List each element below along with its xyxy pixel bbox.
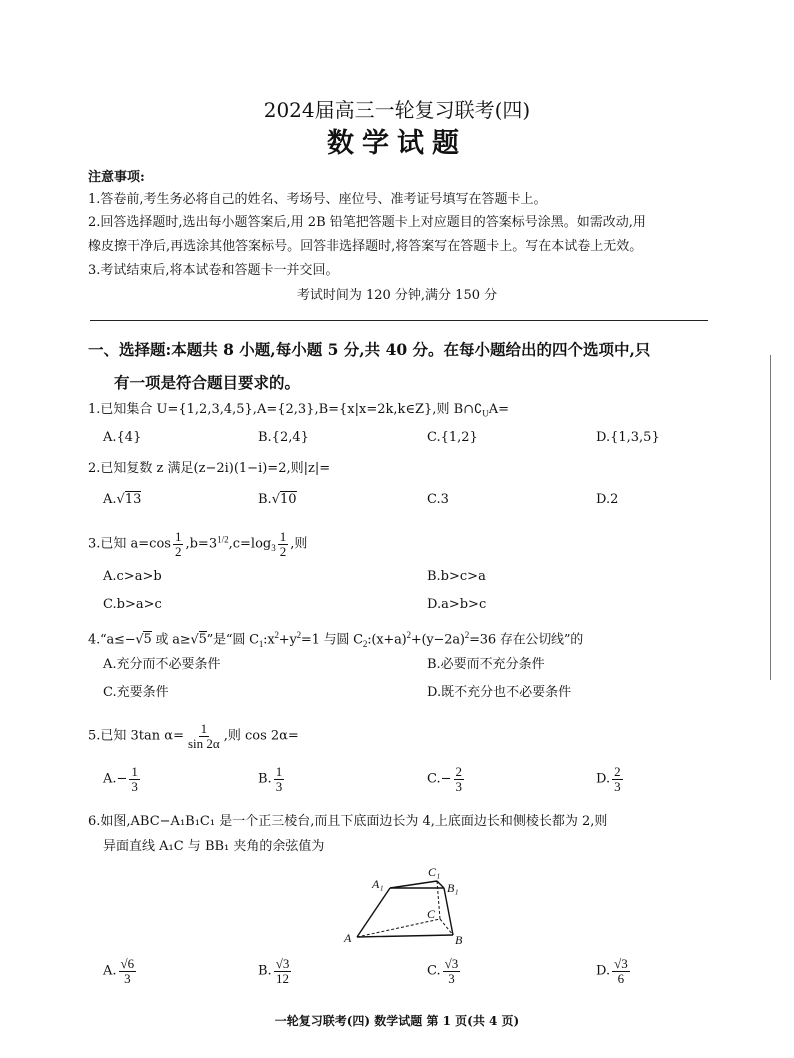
question-4: 4.“a≤−√5 或 a≥√5”是“圆 $C_1:x^2+y^2=1$ 与圆 $C_2:(x+a)^2+(y-2a)^2=36$ 存在公切线”的 [88, 630, 584, 649]
numerator: √3 [614, 956, 628, 971]
option-label: A. [103, 963, 117, 979]
q4-text: ”是“圆 C [206, 632, 259, 648]
question-6: 6.如图,ABC−A₁B₁C₁ 是一个正三棱台,而且下底面边长为 4,上底面边长和侧棱长都为 2,则 [88, 814, 608, 829]
denominator: 2 [279, 543, 287, 559]
denominator: 3 [131, 778, 138, 794]
q3-option-d: D.a>b>c [427, 597, 487, 612]
q4-sub: 1 [258, 638, 264, 649]
denominator: 3 [614, 778, 621, 794]
q4-text: 或 a≥ [151, 632, 191, 648]
fraction [186, 722, 222, 750]
q3-p3: ,c=log [228, 536, 272, 552]
numerator: 2 [614, 764, 621, 779]
q1-stem: 1.已知集合 U={1,2,3,4,5},A={2,3},B={x|x=2k,k∈Z},则 B∩∁ [88, 402, 483, 417]
q1-option-c: C.{1,2} [427, 430, 478, 445]
q4-text: :x [263, 632, 275, 648]
numerator: 1 [131, 764, 138, 779]
q4-option-b: B.必要而不充分条件 [427, 657, 545, 672]
q4-sup: 2 [274, 630, 279, 640]
q2-option-b: B.√10 [258, 492, 297, 507]
q4-text: +y [278, 632, 297, 648]
fraction [173, 530, 184, 558]
q4-radicand: 5 [143, 632, 152, 648]
option-label: D. [596, 771, 611, 787]
numerator: 1 [275, 764, 283, 779]
radicand: 3 [282, 956, 290, 971]
q4-sup: 2 [296, 630, 301, 640]
q6-option-d [596, 957, 632, 985]
vertex-label-a: A [344, 931, 352, 945]
fraction [278, 530, 289, 558]
q2-option-c: C.3 [427, 492, 449, 507]
q3-option-c: C.b>a>c [103, 597, 162, 612]
fraction [612, 765, 623, 793]
q4-text: 4.“a≤− [88, 632, 136, 648]
exam-time: 考试时间为 120 分钟,满分 150 分 [296, 288, 498, 303]
q5-option-d [596, 765, 625, 793]
vertex-label-a1: A₁ [372, 877, 384, 891]
vertex-label-c1: C₁ [428, 865, 441, 879]
radicand: 3 [451, 956, 459, 971]
q1-option-b: B.{2,4} [258, 430, 309, 445]
denominator: 3 [448, 970, 455, 986]
radicand: 6 [127, 956, 135, 971]
q2-a-label: A. [103, 492, 117, 507]
denominator: 2 [174, 543, 182, 559]
vertex-label-c: C [427, 907, 436, 921]
radicand: 3 [621, 956, 628, 971]
question-1 [88, 403, 509, 419]
notice-item: 橡皮擦干净后,再选涂其他答案标号。回答非选择题时,将答案写在答题卡上。写在本试卷上无效。 [88, 239, 643, 254]
question-2: 2.已知复数 z 满足(z−2i)(1−i)=2,则|z|= [88, 461, 331, 476]
q6-option-c [427, 957, 462, 985]
q3-p2: ,b=3 [185, 536, 218, 552]
q2-b-radicand: 10 [279, 492, 297, 507]
option-label: C. [427, 963, 441, 979]
q1-option-a: A.{4} [103, 430, 142, 445]
q2-option-a: A.√13 [103, 492, 142, 507]
option-label: B. [258, 771, 272, 787]
q4-radicand: 5 [198, 632, 207, 648]
notice-heading: 注意事项: [88, 170, 145, 185]
numerator: 1 [200, 721, 208, 736]
numerator: 1 [279, 529, 287, 544]
q6-option-a [103, 957, 138, 985]
denominator: 3 [124, 970, 131, 986]
q2-b-label: B. [258, 492, 272, 507]
q1-sub: U [482, 408, 489, 419]
numerator: 1 [174, 529, 182, 544]
fraction [443, 957, 461, 985]
exam-title: 2024届高三一轮复习联考(四) [263, 98, 531, 122]
option-label: D. [596, 963, 611, 979]
page-footer: 一轮复习联考(四) 数学试题 第 1 页(共 4 页) [274, 1014, 520, 1028]
q5-text: 5.已知 3tan α= [88, 728, 184, 744]
frustum-figure [340, 862, 490, 946]
q3-exp: 1/2 [217, 534, 229, 545]
q4-option-d: D.既不充分也不必要条件 [427, 685, 572, 700]
numerator: √6 [120, 956, 135, 971]
question-5 [88, 722, 299, 750]
numerator: √3 [444, 956, 459, 971]
q3-option-a: A.c>a>b [103, 569, 162, 584]
vertex-label-b1: B₁ [447, 881, 459, 895]
denominator: 12 [276, 970, 289, 986]
q5-option-a [103, 765, 142, 793]
denominator: 3 [455, 778, 463, 794]
q4-sup: 2 [406, 630, 411, 640]
q4-sup: 2 [464, 630, 470, 640]
option-label: A.− [103, 771, 128, 787]
q3-base: 3 [271, 543, 276, 554]
numerator: √3 [275, 956, 290, 971]
q4-sub: 2 [362, 638, 368, 649]
fraction [612, 957, 630, 985]
q4-option-a: A.充分而不必要条件 [103, 657, 221, 672]
q5-option-b [258, 765, 286, 793]
q4-text: =36 存在公切线”的 [469, 632, 584, 648]
q4-option-c: C.充要条件 [103, 685, 169, 700]
notice-item: 1.答卷前,考生务必将自己的姓名、考场号、座位号、准考证号填写在答题卡上。 [88, 192, 547, 207]
q2-option-d: D.2 [596, 492, 619, 507]
q1-option-d: D.{1,3,5} [596, 430, 660, 445]
q3-p4: ,则 [290, 536, 308, 552]
q5-option-c [427, 765, 466, 793]
denominator: 6 [617, 970, 625, 986]
notice-item: 3.考试结束后,将本试卷和答题卡一并交回。 [88, 263, 339, 278]
notice-item: 2.回答选择题时,选出每小题答案后,用 2B 铅笔把答题卡上对应题目的答案标号涂黑。如需改动,用 [88, 215, 646, 230]
q4-text: +(y−2a) [410, 632, 465, 648]
fraction [119, 957, 137, 985]
option-label: B. [258, 963, 272, 979]
scan-edge-line [770, 355, 771, 680]
fraction [454, 765, 465, 793]
section-heading: 一、选择题:本题共 8 小题,每小题 5 分,共 40 分。在每小题给出的四个选项中,只 [88, 340, 651, 359]
numerator: 2 [455, 764, 463, 779]
fraction [274, 765, 285, 793]
q1-tail: A= [488, 402, 510, 417]
subject-title: 数学试题 [327, 128, 467, 159]
fraction [274, 957, 292, 985]
q6-option-b [258, 957, 293, 985]
vertex-label-b: B [455, 933, 463, 946]
option-label: C.− [427, 771, 452, 787]
section-heading-cont: 有一项是符合题目要求的。 [114, 373, 301, 392]
q5-text: ,则 cos 2α= [223, 728, 299, 744]
q2-a-radicand: 13 [124, 492, 142, 507]
denominator: 3 [275, 778, 283, 794]
denominator: sin 2α [187, 735, 220, 751]
q4-text: =1 与圆 C [300, 632, 363, 648]
question-3 [88, 530, 307, 558]
q3-option-b: B.b>c>a [427, 569, 486, 584]
question-6-cont: 异面直线 A₁C 与 BB₁ 夹角的余弦值为 [103, 839, 325, 854]
q4-text: :(x+a) [367, 632, 407, 648]
fraction [129, 765, 140, 793]
q3-p1: 3.已知 a=cos [88, 536, 171, 552]
divider [90, 320, 708, 321]
